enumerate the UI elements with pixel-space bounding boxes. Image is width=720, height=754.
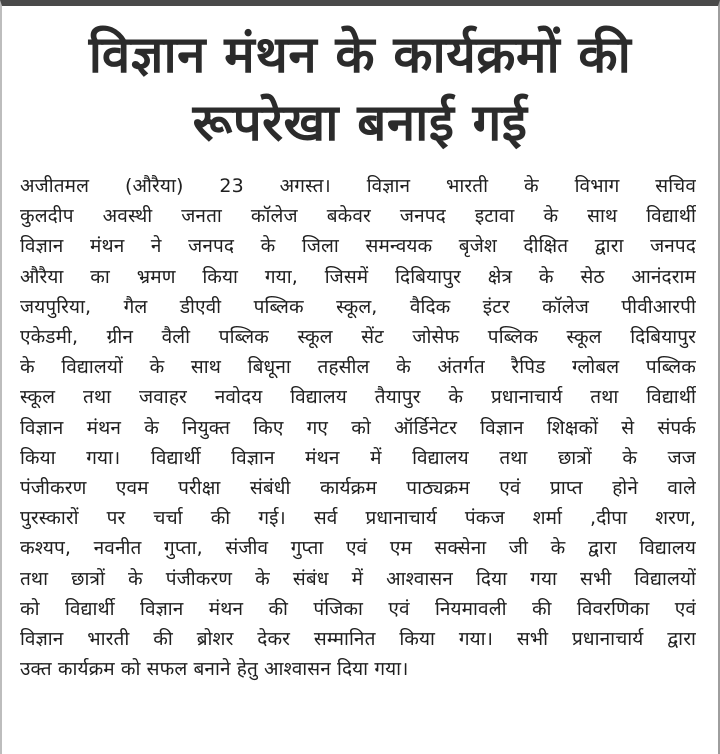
body-line: विज्ञान मंथन ने जनपद के जिला समन्वयक बृजेश दीक्षित द्वारा जनपद bbox=[20, 235, 696, 258]
body-line: पंजीकरण एवम परीक्षा संबंधी कार्यक्रम पाठ्यक्रम एवं प्राप्त होने वाले bbox=[20, 477, 696, 500]
body-line: विज्ञान मंथन के नियुक्त किए गए को ऑर्डिनेटर विज्ञान शिक्षकों से संपर्क bbox=[20, 416, 696, 439]
headline-line-2: रूपरेखा बनाई गई bbox=[192, 94, 528, 153]
headline bbox=[2, 6, 718, 158]
headline-line-1: विज्ञान मंथन के कार्यक्रमों की bbox=[88, 26, 632, 85]
body-line: औरैया का भ्रमण किया गया, जिसमें दिबियापुर क्षेत्र के सेठ आनंदराम bbox=[20, 265, 696, 288]
body-line: जयपुरिया, गैल डीएवी पब्लिक स्कूल, वैदिक इंटर कॉलेज पीवीआरपी bbox=[20, 295, 696, 318]
body-line: स्कूल तथा जवाहर नवोदय विद्यालय तैयापुर के प्रधानाचार्य तथा विद्यार्थी bbox=[20, 386, 696, 409]
body-line: के विद्यालयों के साथ बिधूना तहसील के अंतर्गत रैपिड ग्लोबल पब्लिक bbox=[20, 356, 696, 379]
body-line: एकेडमी, ग्रीन वैली पब्लिक स्कूल सेंट जोसेफ पब्लिक स्कूल दिबियापुर bbox=[20, 326, 696, 349]
body-line: किया गया। विद्यार्थी विज्ञान मंथन में विद्यालय तथा छात्रों के जज bbox=[20, 446, 696, 469]
body-line: कुलदीप अवस्थी जनता कॉलेज बकेवर जनपद इटावा के साथ विद्यार्थी bbox=[20, 205, 696, 228]
body-line: कश्यप, नवनीत गुप्ता, संजीव गुप्ता एवं एम सक्सेना जी के द्वारा विद्यालय bbox=[20, 537, 696, 560]
body-line: विज्ञान भारती की ब्रोशर देकर सम्मानित किया गया। सभी प्रधानाचार्य द्वारा bbox=[20, 628, 696, 651]
body-line: को विद्यार्थी विज्ञान मंथन की पंजिका एवं नियमावली की विवरणिका एवं bbox=[20, 597, 696, 620]
body-line: उक्त कार्यक्रम को सफल बनाने हेतु आश्वासन दिया गया। bbox=[20, 658, 409, 681]
body-line: पुरस्कारों पर चर्चा की गई। सर्व प्रधानाचार्य पंकज शर्मा ,दीपा शरण, bbox=[20, 507, 696, 530]
body-line: तथा छात्रों के पंजीकरण के संबंध में आश्वासन दिया गया सभी विद्यालयों bbox=[20, 567, 696, 590]
body-line: अजीतमल (औरैया) 23 अगस्त। विज्ञान भारती के विभाग सचिव bbox=[20, 175, 696, 197]
article-body bbox=[20, 171, 696, 684]
